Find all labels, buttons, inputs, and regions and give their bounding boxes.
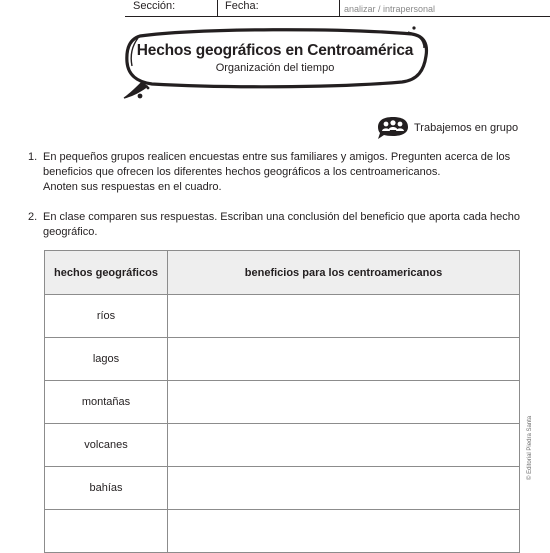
table-row	[45, 295, 520, 338]
table-row	[45, 381, 520, 424]
answer-cell[interactable]	[168, 467, 520, 510]
row-label: volcanes	[45, 424, 168, 467]
instruction-number: 2.	[28, 211, 38, 223]
worksheet-table	[44, 250, 519, 530]
answer-cell[interactable]	[168, 510, 520, 553]
table-row	[45, 467, 520, 510]
table-row	[45, 338, 520, 381]
table-header-row	[45, 251, 520, 295]
page-subtitle: Organización del tiempo	[215, 62, 335, 74]
seccion-label: Sección:	[133, 0, 176, 12]
fecha-label: Fecha:	[225, 0, 259, 12]
instruction-line: Anoten sus respuestas en el cuadro.	[43, 181, 222, 193]
row-label: ríos	[45, 295, 168, 338]
page-title: Hechos geográficos en Centroamérica	[136, 42, 414, 59]
answer-cell[interactable]	[168, 338, 520, 381]
row-label	[45, 510, 168, 553]
people-group-icon	[374, 116, 412, 140]
row-label: montañas	[45, 381, 168, 424]
answer-cell[interactable]	[168, 295, 520, 338]
instruction-line: beneficios que ofrecen los diferentes hechos geográficos a los centroamericanos.	[43, 166, 441, 178]
group-work-badge	[374, 116, 520, 140]
instruction-line: En clase comparen sus respuestas. Escriban una conclusión del beneficio que aporta cada hecho	[43, 211, 520, 223]
seccion-field[interactable]	[125, 0, 218, 17]
row-label: lagos	[45, 338, 168, 381]
table-row	[45, 510, 520, 553]
header-strip	[0, 0, 550, 16]
skill-note: analizar / intrapersonal	[344, 4, 436, 14]
publisher-credit: © Editorial Piedra Santa	[527, 415, 533, 480]
column-header-beneficios: beneficios para los centroamericanos	[168, 251, 520, 295]
instruction-number: 1.	[28, 151, 38, 163]
instruction-line: geográfico.	[43, 226, 98, 238]
answer-cell[interactable]	[168, 381, 520, 424]
instruction-line: En pequeños grupos realicen encuestas entre sus familiares y amigos. Pregunten acerca de los	[43, 151, 511, 163]
answer-cell[interactable]	[168, 424, 520, 467]
table-row	[45, 424, 520, 467]
group-work-label: Trabajemos en grupo	[414, 122, 519, 134]
column-header-hechos: hechos geográficos	[45, 251, 168, 295]
row-label: bahías	[45, 467, 168, 510]
fecha-field[interactable]	[217, 0, 340, 17]
skill-note-cell	[339, 0, 550, 17]
